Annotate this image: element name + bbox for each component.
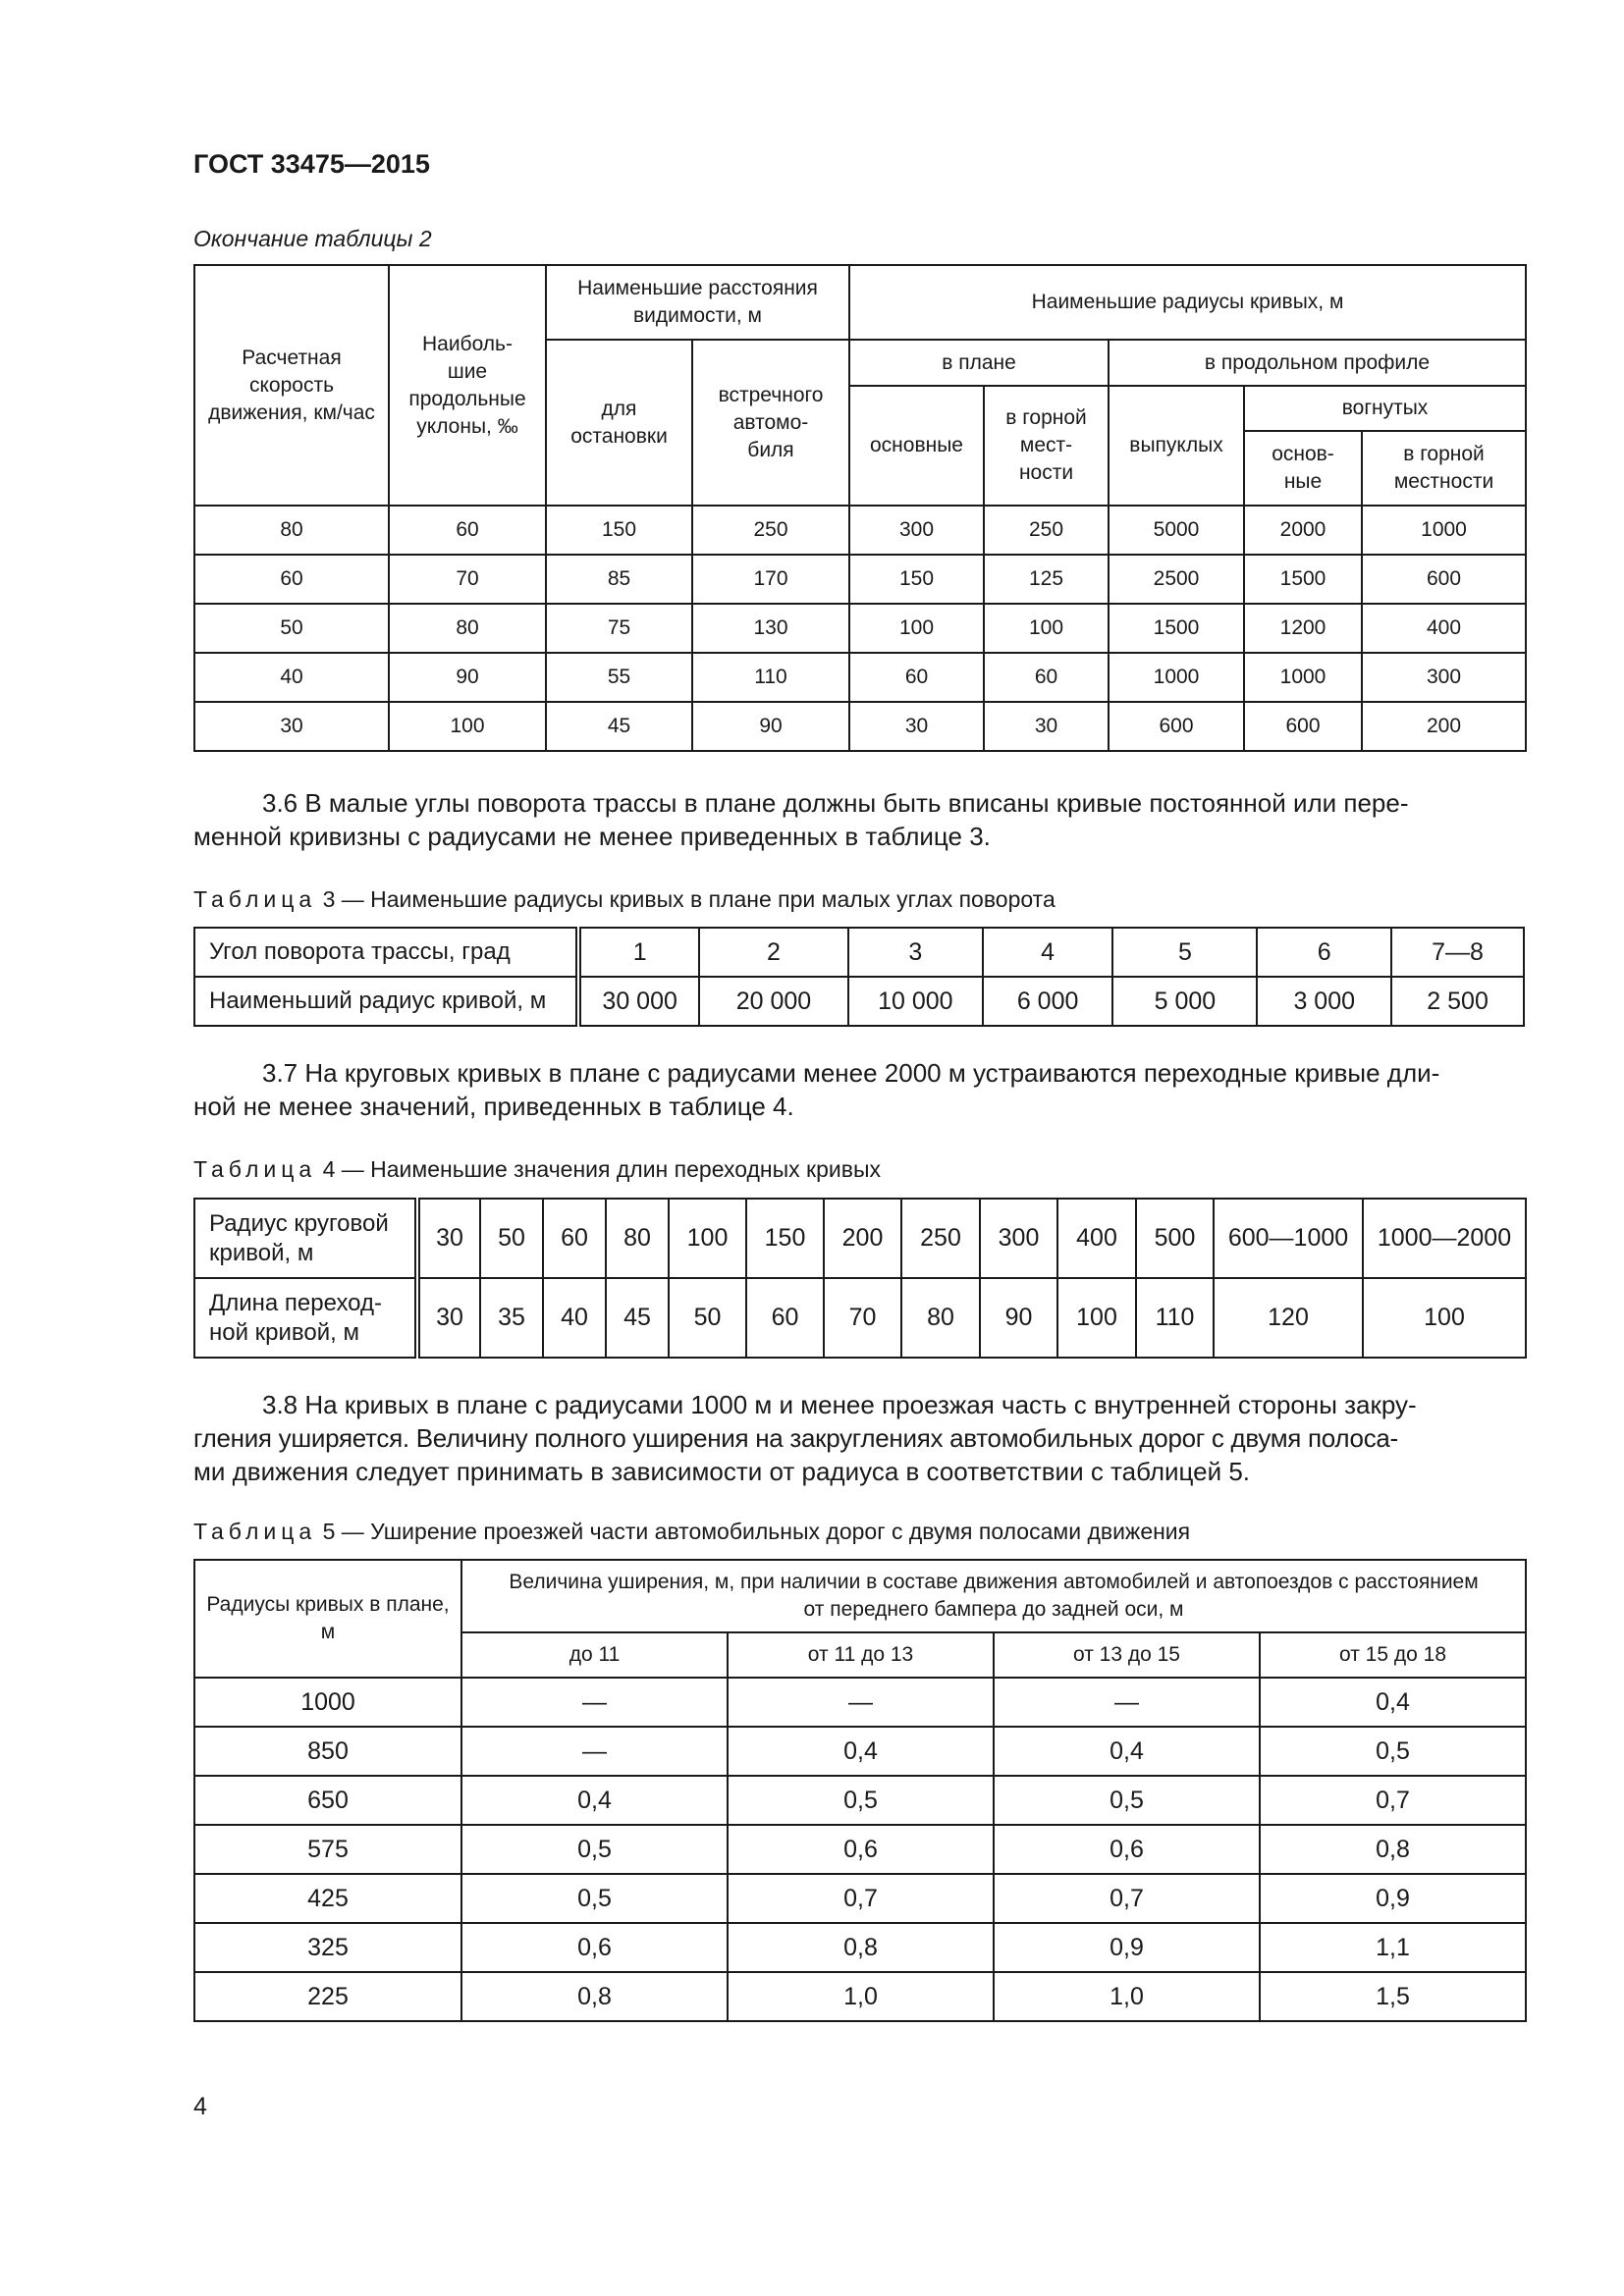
- table-row: [194, 1972, 1526, 2021]
- table4: [193, 1198, 1527, 1359]
- cell: 100: [849, 604, 984, 653]
- cell: 0,4: [461, 1776, 728, 1825]
- cell: 0,8: [461, 1972, 728, 2021]
- cell: 1000—2000: [1363, 1199, 1526, 1278]
- cell: 100: [1057, 1278, 1136, 1358]
- cell: 225: [194, 1972, 461, 2021]
- cell: 110: [692, 653, 849, 702]
- table-row: [194, 1825, 1526, 1874]
- cell: 45: [606, 1278, 669, 1358]
- cell: 250: [901, 1199, 980, 1278]
- cell: 6 000: [983, 977, 1113, 1026]
- cell: 0,6: [994, 1825, 1260, 1874]
- cell: 60: [389, 506, 546, 555]
- table3: [193, 927, 1525, 1027]
- cell: 60: [849, 653, 984, 702]
- cell: 60: [543, 1199, 606, 1278]
- cell: 0,9: [994, 1923, 1260, 1972]
- cell: 40: [194, 653, 389, 702]
- paragraph-line: 3.8 На кривых в плане с радиусами 1000 м и менее проезжая часть с внутренней стороны закру-: [262, 1390, 1417, 1419]
- cell: 90: [980, 1278, 1057, 1358]
- cell: 0,7: [994, 1874, 1260, 1923]
- cell: 110: [1136, 1278, 1214, 1358]
- table-row: [194, 1727, 1526, 1776]
- cell: 300: [849, 506, 984, 555]
- t2-header-speed: Расчетная скорость движения, км/час: [194, 265, 389, 506]
- cell: 150: [546, 506, 692, 555]
- t2-header-mountain: в горной мест- ности: [984, 386, 1109, 506]
- cell: 0,6: [728, 1825, 994, 1874]
- cell: 80: [194, 506, 389, 555]
- cell: 0,5: [461, 1874, 728, 1923]
- cell: 3 000: [1257, 977, 1391, 1026]
- cell: 150: [849, 555, 984, 604]
- paragraph-line: 3.7 На круговых кривых в плане с радиусами менее 2000 м устраиваются переходные кривые дли-: [262, 1058, 1440, 1088]
- cell: 50: [669, 1278, 746, 1358]
- cell: 0,6: [461, 1923, 728, 1972]
- cell: 1,5: [1260, 1972, 1526, 2021]
- cell: 1000: [1244, 653, 1362, 702]
- table-row: [194, 702, 1526, 751]
- table3-caption-text: 3 — Наименьшие радиусы кривых в плане при малых углах поворота: [316, 886, 1056, 912]
- cell: 80: [901, 1278, 980, 1358]
- paragraph-line: ми движения следует принимать в зависимости от радиуса в соответствии с таблицей 5.: [193, 1457, 1251, 1486]
- cell: —: [461, 1727, 728, 1776]
- cell: 100: [1363, 1278, 1526, 1358]
- table3-caption: [193, 886, 1056, 913]
- cell: 120: [1214, 1278, 1363, 1358]
- cell: 0,7: [1260, 1776, 1526, 1825]
- cell: 575: [194, 1825, 461, 1874]
- cell: —: [994, 1678, 1260, 1727]
- cell: 600: [1362, 555, 1526, 604]
- table-label: Таблица: [193, 1156, 317, 1182]
- cell: 35: [480, 1278, 543, 1358]
- t2-header-concave: вогнутых: [1244, 386, 1526, 431]
- cell: —: [461, 1678, 728, 1727]
- cell: 600: [1109, 702, 1244, 751]
- cell: 5 000: [1112, 977, 1257, 1026]
- t3-row2-label: Наименьший радиус кривой, м: [194, 977, 578, 1026]
- table-row: [194, 555, 1526, 604]
- cell: 2500: [1109, 555, 1244, 604]
- cell: 0,8: [728, 1923, 994, 1972]
- cell: 125: [984, 555, 1109, 604]
- cell: 600—1000: [1214, 1199, 1363, 1278]
- cell: 6: [1257, 928, 1391, 977]
- cell: 5: [1112, 928, 1257, 977]
- t2-header-visibility: Наименьшие расстояния видимости, м: [546, 265, 849, 340]
- t2-header-basic: основные: [849, 386, 984, 506]
- cell: 0,8: [1260, 1825, 1526, 1874]
- cell: 3: [848, 928, 983, 977]
- cell: 0,5: [994, 1776, 1260, 1825]
- cell: 400: [1362, 604, 1526, 653]
- t2-header-concave-basic: основ- ные: [1244, 431, 1362, 506]
- cell: 0,5: [461, 1825, 728, 1874]
- paragraph-line: ной не менее значений, приведенных в таблице 4.: [193, 1092, 794, 1121]
- t5-col-header: до 11: [461, 1632, 728, 1678]
- cell: 30: [849, 702, 984, 751]
- cell: 500: [1136, 1199, 1214, 1278]
- paragraph-3-6: [193, 786, 1525, 853]
- paragraph-line: гления уширяется. Величину полного уширения на закруглениях автомобильных дорог с двумя полоса-: [193, 1423, 1398, 1453]
- cell: 400: [1057, 1199, 1136, 1278]
- cell: 600: [1244, 702, 1362, 751]
- cell: 30: [417, 1278, 480, 1358]
- cell: 650: [194, 1776, 461, 1825]
- cell: 20 000: [699, 977, 848, 1026]
- cell: 4: [983, 928, 1113, 977]
- table-row: [194, 1776, 1526, 1825]
- cell: 30: [194, 702, 389, 751]
- cell: 1,1: [1260, 1923, 1526, 1972]
- cell: 850: [194, 1727, 461, 1776]
- t2-header-stop: для остановки: [546, 340, 692, 506]
- cell: 40: [543, 1278, 606, 1358]
- cell: 325: [194, 1923, 461, 1972]
- t5-col-header: от 13 до 15: [994, 1632, 1260, 1678]
- cell: 0,5: [728, 1776, 994, 1825]
- cell: 1: [578, 928, 699, 977]
- table-label: Таблица: [193, 886, 317, 912]
- cell: 130: [692, 604, 849, 653]
- document-title: ГОСТ 33475—2015: [193, 149, 430, 179]
- cell: —: [728, 1678, 994, 1727]
- t2-header-slope: Наиболь- шие продольные уклоны, ‰: [389, 265, 546, 506]
- cell: 2: [699, 928, 848, 977]
- table2-caption: Окончание таблицы 2: [193, 226, 432, 251]
- cell: 70: [389, 555, 546, 604]
- t2-header-convex: выпуклых: [1109, 386, 1244, 506]
- table5-caption: [193, 1519, 1190, 1545]
- t5-header-radius: Радиусы кривых в плане, м: [194, 1560, 461, 1678]
- t4-row1-label: Радиус круговой кривой, м: [194, 1199, 417, 1278]
- cell: 90: [389, 653, 546, 702]
- cell: 50: [480, 1199, 543, 1278]
- t5-header-width: Величина уширения, м, при наличии в составе движения автомобилей и автопоездов с расстоянием от переднего бампера до задней оси, м: [461, 1560, 1526, 1632]
- paragraph-3-7: [193, 1056, 1525, 1123]
- cell: 80: [389, 604, 546, 653]
- table-label: Таблица: [193, 1519, 317, 1544]
- paragraph-3-8: [193, 1388, 1525, 1488]
- cell: 425: [194, 1874, 461, 1923]
- cell: 0,4: [728, 1727, 994, 1776]
- cell: 100: [669, 1199, 746, 1278]
- t2-header-plan: в плане: [849, 340, 1109, 386]
- table-row: [194, 1678, 1526, 1727]
- cell: 300: [980, 1199, 1057, 1278]
- cell: 1,0: [994, 1972, 1260, 2021]
- cell: 1000: [194, 1678, 461, 1727]
- t2-header-oncoming: встречного автомо- биля: [692, 340, 849, 506]
- table-row: [194, 928, 1524, 977]
- cell: 55: [546, 653, 692, 702]
- cell: 0,4: [1260, 1678, 1526, 1727]
- table5: [193, 1559, 1527, 2022]
- cell: 85: [546, 555, 692, 604]
- t3-row1-label: Угол поворота трассы, град: [194, 928, 578, 977]
- cell: 7—8: [1391, 928, 1524, 977]
- cell: 30: [417, 1199, 480, 1278]
- cell: 30: [984, 702, 1109, 751]
- table-row: [194, 653, 1526, 702]
- table4-caption: [193, 1156, 881, 1183]
- cell: 1000: [1362, 506, 1526, 555]
- cell: 1500: [1109, 604, 1244, 653]
- cell: 250: [984, 506, 1109, 555]
- cell: 75: [546, 604, 692, 653]
- cell: 250: [692, 506, 849, 555]
- cell: 70: [824, 1278, 901, 1358]
- cell: 1000: [1109, 653, 1244, 702]
- cell: 150: [746, 1199, 824, 1278]
- cell: 0,7: [728, 1874, 994, 1923]
- cell: 100: [389, 702, 546, 751]
- page-number: 4: [193, 2093, 207, 2120]
- table4-caption-text: 4 — Наименьшие значения длин переходных кривых: [316, 1156, 881, 1182]
- cell: 1200: [1244, 604, 1362, 653]
- cell: 80: [606, 1199, 669, 1278]
- cell: 170: [692, 555, 849, 604]
- table-row: [194, 1874, 1526, 1923]
- cell: 0,4: [994, 1727, 1260, 1776]
- table-row: [194, 977, 1524, 1026]
- t5-col-header: от 11 до 13: [728, 1632, 994, 1678]
- cell: 0,9: [1260, 1874, 1526, 1923]
- cell: 10 000: [848, 977, 983, 1026]
- cell: 100: [984, 604, 1109, 653]
- t2-header-profile: в продольном профиле: [1109, 340, 1526, 386]
- table-row: [194, 604, 1526, 653]
- table2: [193, 264, 1527, 752]
- table-row: [194, 506, 1526, 555]
- cell: 300: [1362, 653, 1526, 702]
- table-row: [194, 1923, 1526, 1972]
- cell: 0,5: [1260, 1727, 1526, 1776]
- t5-col-header: от 15 до 18: [1260, 1632, 1526, 1678]
- cell: 60: [984, 653, 1109, 702]
- t4-row2-label: Длина переход- ной кривой, м: [194, 1278, 417, 1358]
- cell: 60: [746, 1278, 824, 1358]
- cell: 2 500: [1391, 977, 1524, 1026]
- cell: 200: [824, 1199, 901, 1278]
- paragraph-line: менной кривизны с радиусами не менее приведенных в таблице 3.: [193, 822, 991, 851]
- cell: 50: [194, 604, 389, 653]
- cell: 90: [692, 702, 849, 751]
- t2-header-radii: Наименьшие радиусы кривых, м: [849, 265, 1526, 340]
- cell: 1,0: [728, 1972, 994, 2021]
- t2-header-concave-mountain: в горной местности: [1362, 431, 1526, 506]
- table-row: [194, 1199, 1526, 1278]
- table5-caption-text: 5 — Уширение проезжей части автомобильных дорог с двумя полосами движения: [316, 1519, 1191, 1544]
- cell: 1500: [1244, 555, 1362, 604]
- cell: 5000: [1109, 506, 1244, 555]
- cell: 45: [546, 702, 692, 751]
- cell: 30 000: [578, 977, 699, 1026]
- paragraph-line: 3.6 В малые углы поворота трассы в плане должны быть вписаны кривые постоянной или пере-: [262, 788, 1409, 818]
- cell: 2000: [1244, 506, 1362, 555]
- table-row: [194, 1278, 1526, 1358]
- cell: 60: [194, 555, 389, 604]
- cell: 200: [1362, 702, 1526, 751]
